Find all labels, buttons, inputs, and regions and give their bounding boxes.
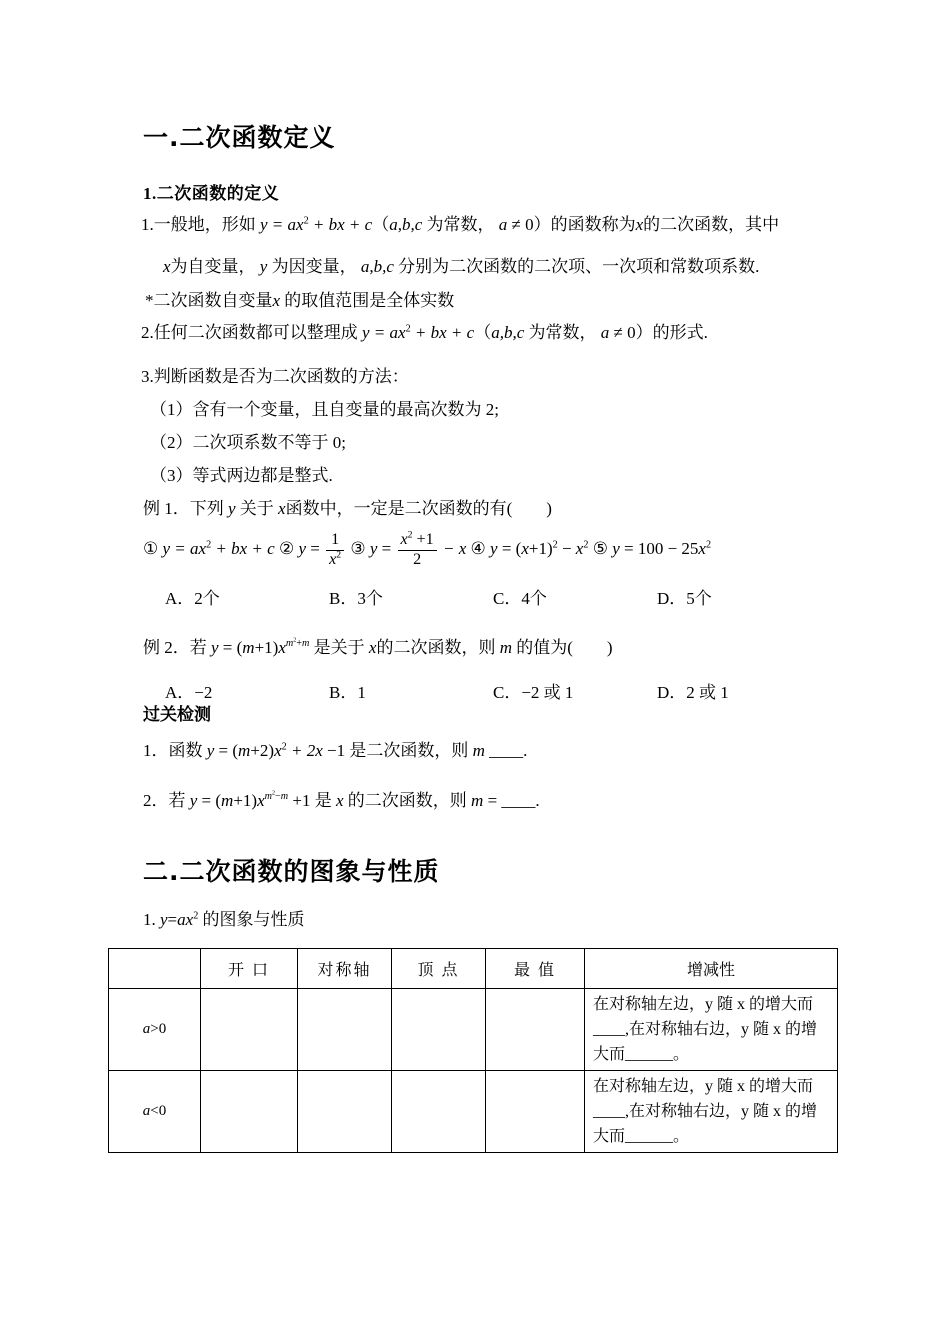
- example-1-option-c: C．4个: [493, 589, 547, 608]
- example-1-option-b: B．3个: [329, 589, 383, 608]
- table-header-row: [109, 949, 838, 989]
- row-label-a-negative: a<0: [109, 1071, 201, 1153]
- table-header-opening: 开 口: [201, 949, 298, 989]
- table-cell-empty: [486, 989, 585, 1071]
- example-2-question: 例 2．若 $y = (m+1)x^{m^2+m}$ 是关于 x的二次函数，则 m 的值为( ): [143, 637, 613, 657]
- example-1-question: 例 1．下列 y 关于 x函数中，一定是二次函数的有( ): [143, 499, 552, 518]
- definition-note: *二次函数自变量x 的取值范围是全体实数: [145, 291, 455, 310]
- definition-line-2: x为自变量， y 为因变量， a,b,c 分别为二次函数的二次项、一次项和常数项系数.: [163, 257, 760, 276]
- section2-title: 二.二次函数的图象与性质: [143, 857, 440, 886]
- example-2-option-a: A．−2: [165, 683, 213, 702]
- definition-item-2: 2.任何二次函数都可以整理成 $y = ax^2$ + bx + c（a,b,c 为常数， a ≠ 0）的形式.: [141, 323, 708, 342]
- table-header-monotonicity: 增减性: [585, 949, 838, 989]
- table-cell-empty: [201, 989, 298, 1071]
- monotonicity-text-a-negative: 在对称轴左边，y 随 x 的增大而____,在对称轴右边，y 随 x 的增大而______。: [585, 1071, 838, 1153]
- section2-subheading: 1. $y=ax^2$ 的图象与性质: [143, 910, 305, 929]
- table-cell-empty: [486, 1071, 585, 1153]
- pass-test-question-2: 2．若 $y = (m+1)x^{m^2-m} +1$ 是 x 的二次函数，则 m = ____.: [143, 790, 540, 810]
- method-point-3: （3）等式两边都是整式.: [150, 466, 333, 485]
- table-cell-empty: [298, 989, 392, 1071]
- definition-heading: 1.二次函数的定义: [143, 184, 280, 203]
- table-header-blank: [109, 949, 201, 989]
- monotonicity-text-a-positive: 在对称轴左边，y 随 x 的增大而____,在对称轴右边，y 随 x 的增大而______。: [585, 989, 838, 1071]
- table-header-vertex: 顶 点: [392, 949, 486, 989]
- example-1-option-d: D．5个: [657, 589, 712, 608]
- example-2-option-d: D．2 或 1: [657, 683, 729, 702]
- example-1-options: [165, 584, 821, 609]
- example-2-options: [165, 678, 821, 703]
- table-cell-empty: [201, 1071, 298, 1153]
- method-point-2: （2）二次项系数不等于 0;: [150, 433, 346, 452]
- definition-line-1: 1.一般地，形如 $y = ax^2$ + bx + c（a,b,c 为常数， a ≠ 0）的函数称为x的二次函数，其中: [141, 215, 780, 234]
- table-cell-empty: [298, 1071, 392, 1153]
- table-header-extreme: 最 值: [486, 949, 585, 989]
- example-2-option-c: C．−2 或 1: [493, 683, 574, 702]
- example-1-option-a: A．2个: [165, 589, 220, 608]
- example-2-option-b: B．1: [329, 683, 366, 702]
- method-point-1: （1）含有一个变量，且自变量的最高次数为 2;: [150, 400, 499, 419]
- table-header-axis: 对称轴: [298, 949, 392, 989]
- table-row: [109, 1071, 838, 1153]
- row-label-a-positive: a>0: [109, 989, 201, 1071]
- table-row: [109, 989, 838, 1071]
- pass-test-heading: 过关检测: [143, 705, 211, 725]
- example-1-formulas: ① $y = ax^2$ + bx + c ② y = $\frac{1}{x^2}$ ③ y = $\frac{x^2 +1}{2}$ − x ④ $y = (x+1)^2 - x^2$ ⑤ $y = 100 - 25x^2$: [143, 529, 712, 568]
- section1-title: 一.二次函数定义: [143, 123, 336, 152]
- definition-item-3: 3.判断函数是否为二次函数的方法：: [141, 367, 409, 386]
- pass-test-question-1: 1．函数 $y = (m+2)x^2 + 2x -1$ 是二次函数，则 m ____.: [143, 741, 528, 760]
- table-cell-empty: [392, 1071, 486, 1153]
- table-cell-empty: [392, 989, 486, 1071]
- properties-table: [108, 948, 838, 1153]
